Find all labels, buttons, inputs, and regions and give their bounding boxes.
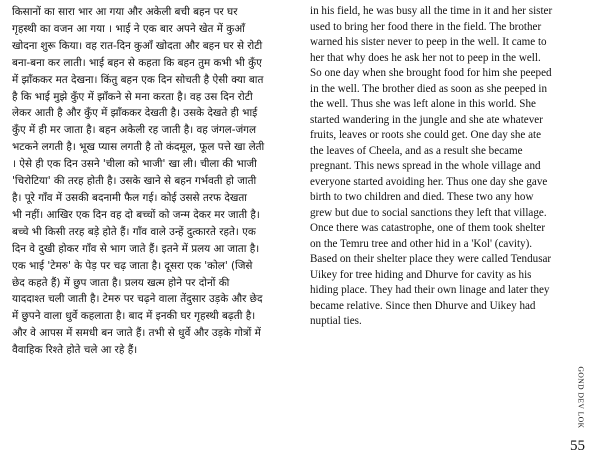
page-number: 55: [570, 438, 585, 454]
text-line: grew but due to social sanctions they left that village.: [310, 206, 547, 219]
text-line: छेद कहते हैं) में छुप जाता है। प्रलय खत्म होने पर दोनों की: [12, 276, 230, 289]
text-line: fruits, leaves or roots she could get. One day she ate: [310, 129, 542, 141]
text-line: became relative. Since then Dhurve and Uikey had: [310, 299, 536, 312]
text-line: warned his sister never to peep in the well. It came to: [310, 36, 547, 48]
text-line: है कि भाई मुझे कुँए में झाँकने से मना करता है। वह उस दिन रोटी: [12, 90, 253, 103]
text-line: in the well. The brother died as soon as she peeped in: [310, 82, 548, 95]
text-line: लेकर आती है और कुँए में झाँककर देखती है। उसके देखते ही भाई: [12, 107, 258, 120]
text-line: on the Temru tree and other hid in a 'Kol' (cavity).: [310, 237, 533, 250]
text-line: गृहस्थी का वजन आ गया । भाई ने एक बार अपने खेत में कुआँ: [12, 22, 245, 35]
text-line: the leaves of Cheela, and as a result she became: [310, 144, 523, 157]
text-line: Once there was catastrophe, one of them took shelter: [310, 222, 546, 234]
text-line: nuptial ties.: [310, 315, 362, 327]
text-line: the well. Thus she was left alone in this world. She: [310, 98, 536, 110]
text-line: pregnant. This news spread in the whole village and: [310, 160, 541, 172]
text-line: किसानों का सारा भार आ गया और अकेली बची बहन पर घर: [12, 6, 238, 18]
text-line: है। पूरे गाँव में उसकी बदनामी फैल गई। कोई उससे तरफ देखता: [12, 191, 247, 204]
text-line: birth to two children and died. These two any how: [310, 191, 534, 203]
text-line: भटकने लगती है। भूख प्यास लगती है तो कंदमूल, फूल पत्ते खा लेती: [12, 141, 265, 154]
text-line: started wandering in the jungle and she ate whatever: [310, 113, 543, 126]
text-line: Based on their shelter place they were called Tendusar: [310, 253, 552, 265]
text-line: 'चिरोटिया' की तरह होती है। उसके खाने से बहन गर्भवती हो जाती: [12, 175, 257, 188]
text-line: बना-बना कर लाती। भाई बहन से कहता कि बहन तुम कभी भी कुँए: [12, 56, 262, 69]
running-header: [568, 365, 588, 435]
text-line: वैवाहिक रिश्ते होते चले आ रहे हैं।: [12, 344, 138, 357]
text-line: । ऐसे ही एक दिन उसने 'चीला को भाजी' खा ली। चीला की भाजी: [12, 158, 257, 171]
text-line: में झाँककर मत देखना। किंतु बहन एक दिन सोचती है ऐसी क्या बात: [12, 73, 264, 86]
running-header-text: GOND DEV LOK: [576, 366, 586, 429]
hindi-text-column: [12, 4, 282, 359]
english-text-column: [310, 4, 568, 330]
text-line: भी नहीं। आखिर एक दिन वह दो बच्चों को जन्म देकर मर जाती है।: [12, 208, 260, 221]
text-line: बच्चे भी किसी तरह बड़े होते हैं। गाँव वाले उन्हें दुत्कारते रहते। एक: [12, 225, 256, 238]
text-line: hiding place. They had their own linage and later they: [310, 284, 550, 296]
text-line: in his field, he was busy all the time in it and her sister: [310, 5, 553, 17]
text-line: में छुपने वाला धुर्वे कहलाता है। बाद में इनकी घर गृहस्थी बढ़ती है।: [12, 310, 256, 323]
text-line: everyone started avoiding her. Thus one day she gave: [310, 175, 548, 188]
text-line: कुँए में ही मर जाता है। बहन अकेली रह जाती है। वह जंगल-जंगल: [12, 124, 257, 137]
text-line: Uikey for tree hiding and Dhurve for cavity as his: [310, 268, 532, 281]
text-line: her that why does he ask her not to peep in the well.: [310, 51, 541, 64]
text-line: So one day when she brought food for him she peeped: [310, 67, 552, 79]
text-line: और वे आपस में समधी बन जाते हैं। तभी से धुर्वे और उड़के गोत्रों में: [12, 327, 261, 340]
text-line: खोदना शुरू किया। वह रात-दिन कुआँ खोदता और बहन घर से रोटी: [12, 39, 263, 52]
text-line: एक भाई 'टेमरु' के पेड़ पर चढ़ जाता है। दूसरा एक 'कोल' (जिसे: [12, 259, 253, 272]
text-line: याददाश्त चली जाती है। टेमरु पर चढ़ने वाला तेंदुसार उड़के और छेद: [12, 293, 263, 306]
text-line: used to bring her food there in the field. The brother: [310, 20, 542, 33]
text-line: दिन वे दुखी होकर गाँव से भाग जाते हैं। इतने में प्रलय आ जाता है।: [12, 242, 260, 255]
